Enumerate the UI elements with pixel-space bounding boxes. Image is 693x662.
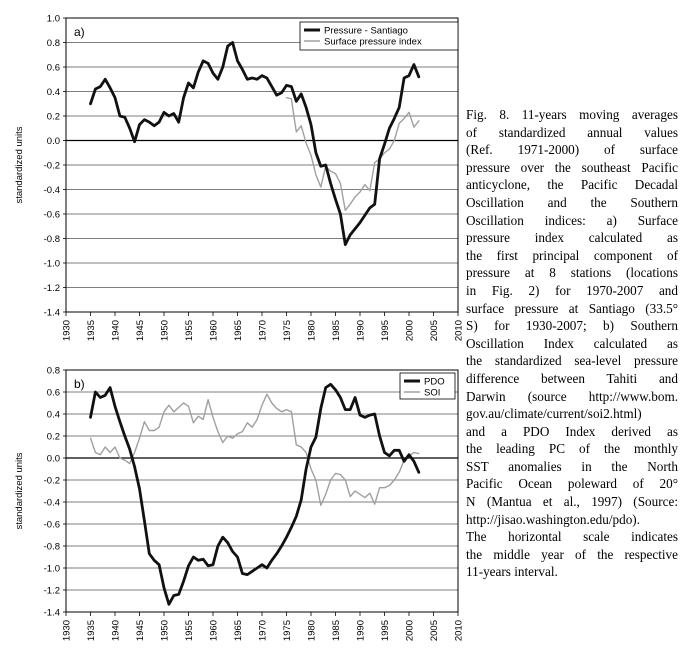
y-tick-label: -1.0	[43, 563, 60, 575]
x-tick-label: 1945	[135, 620, 146, 642]
x-tick-label: 1960	[208, 620, 220, 642]
caption-line: 11-years interval.	[466, 564, 558, 580]
caption-line: Pacific Ocean poleward of 20°	[466, 476, 678, 492]
x-tick-label: 1980	[306, 620, 318, 642]
caption-line: Oscillation Index calculated as	[466, 335, 678, 351]
x-tick-label: 1960	[208, 320, 220, 342]
legend-label: PDO	[424, 376, 445, 388]
legend-label: Surface pressure index	[324, 36, 422, 48]
caption-line: Fig. 8. 11-years moving averages	[466, 107, 678, 122]
x-tick-label: 1970	[257, 620, 269, 642]
caption-line: Darwin (source http://www.bom.	[466, 388, 678, 404]
series-line-pressure-santiago	[91, 43, 419, 245]
caption-line: (Ref. 1971-2000) of surface	[466, 142, 678, 158]
caption-line: the middle year of the respective	[466, 546, 678, 562]
caption-line: The horizontal scale indicates	[466, 529, 678, 545]
caption-line: S) for 1930-2007; b) Southern	[466, 318, 678, 334]
y-axis-label: standardized units	[14, 126, 25, 204]
y-tick-label: 0.6	[46, 387, 60, 399]
series-line-surface-pressure-index	[287, 98, 419, 211]
y-tick-label: -1.4	[43, 307, 60, 319]
caption-line: http://jisao.washington.edu/pdo).	[466, 511, 640, 527]
x-tick-label: 1935	[86, 620, 97, 642]
y-tick-label: 0.2	[46, 111, 60, 123]
x-tick-label: 2005	[429, 620, 440, 642]
caption-line: the standardized sea-level pressure	[466, 353, 678, 369]
panel-label: a)	[74, 25, 85, 39]
y-tick-label: 0.8	[46, 365, 60, 377]
y-tick-label: -0.6	[43, 519, 60, 531]
y-tick-label: 0.2	[46, 431, 60, 443]
x-tick-label: 1930	[61, 620, 73, 642]
x-tick-label: 1940	[110, 620, 122, 642]
x-tick-label: 1935	[86, 320, 97, 342]
y-tick-label: -0.6	[43, 209, 60, 221]
y-tick-label: 0.4	[46, 409, 60, 421]
caption-line: Oscillation indices: a) Surface	[466, 212, 678, 228]
x-tick-label: 2010	[453, 320, 465, 342]
caption-line: difference between Tahiti and	[466, 370, 678, 386]
caption-line: pressure index calculated as	[466, 230, 678, 246]
y-tick-label: 0.0	[46, 136, 60, 147]
legend	[300, 22, 458, 50]
x-tick-label: 2005	[429, 320, 440, 342]
x-tick-label: 1930	[61, 320, 73, 342]
caption-line: Oscillation and the Southern	[466, 194, 678, 210]
caption-line: pressure over the southeast Pacific	[466, 159, 678, 175]
y-tick-label: -1.2	[43, 585, 60, 597]
x-tick-label: 1945	[135, 320, 146, 342]
x-tick-label: 1995	[380, 620, 391, 642]
caption-line: pressure at 8 stations (locations	[466, 265, 678, 281]
x-tick-label: 1975	[282, 620, 293, 642]
y-tick-label: -0.8	[43, 541, 60, 553]
x-tick-label: 1975	[282, 320, 293, 342]
y-axis-label: standardized units	[14, 452, 25, 530]
legend-label: Pressure - Santiago	[324, 25, 408, 37]
x-tick-label: 2000	[404, 320, 416, 342]
panel-label: b)	[74, 377, 85, 391]
x-tick-label: 1965	[233, 620, 244, 642]
x-tick-label: 1985	[331, 620, 342, 642]
y-tick-label: 0.8	[46, 38, 60, 49]
caption-line: the first principal component of	[466, 247, 678, 263]
y-tick-label: -1.4	[43, 607, 60, 619]
caption-line: and a PDO Index derived as	[466, 423, 678, 439]
caption-line: anticyclone, the Pacific Decadal	[466, 177, 678, 193]
x-tick-label: 1950	[159, 620, 171, 642]
x-tick-label: 1995	[380, 320, 391, 342]
x-tick-label: 2010	[453, 620, 465, 642]
x-tick-label: 1970	[257, 320, 269, 342]
y-tick-label: 0.6	[46, 62, 60, 74]
x-tick-label: 1980	[306, 320, 318, 342]
x-tick-label: 1985	[331, 320, 342, 342]
figure-caption	[466, 106, 678, 581]
y-tick-label: -0.4	[43, 185, 60, 196]
y-tick-label: -0.2	[43, 475, 60, 487]
chart-panel-a	[14, 14, 465, 342]
y-tick-label: -0.8	[43, 234, 60, 245]
legend-label: SOI	[424, 387, 441, 399]
x-tick-label: 1990	[355, 620, 367, 642]
y-tick-label: 0.4	[46, 87, 60, 98]
x-tick-label: 2000	[404, 620, 416, 642]
caption-line: N (Mantua et al., 1997) (Source:	[466, 494, 678, 510]
y-tick-label: -1.0	[43, 258, 60, 270]
x-tick-label: 1965	[233, 320, 244, 342]
y-tick-label: 0.0	[46, 453, 60, 465]
caption-line: surface pressure at Santiago (33.5°	[466, 300, 678, 316]
caption-line: of standardized annual values	[466, 124, 678, 140]
x-tick-label: 1955	[184, 320, 195, 342]
caption-line: SST anomalies in the North	[466, 458, 678, 474]
y-tick-label: -1.2	[43, 283, 60, 294]
y-tick-label: -0.4	[43, 497, 60, 509]
legend	[400, 373, 455, 399]
y-tick-label: 1.0	[46, 13, 60, 25]
x-tick-label: 1955	[184, 620, 195, 642]
caption-line: in Fig. 2) for 1970-2007 and	[466, 282, 678, 298]
x-tick-label: 1990	[355, 320, 367, 342]
caption-line: gov.au/climate/current/soi2.html)	[466, 406, 642, 422]
caption-line: the leading PC of the monthly	[466, 441, 678, 457]
chart-panel-b	[14, 366, 465, 642]
x-tick-label: 1940	[110, 320, 122, 342]
x-tick-label: 1950	[159, 320, 171, 342]
y-tick-label: -0.2	[43, 160, 60, 172]
